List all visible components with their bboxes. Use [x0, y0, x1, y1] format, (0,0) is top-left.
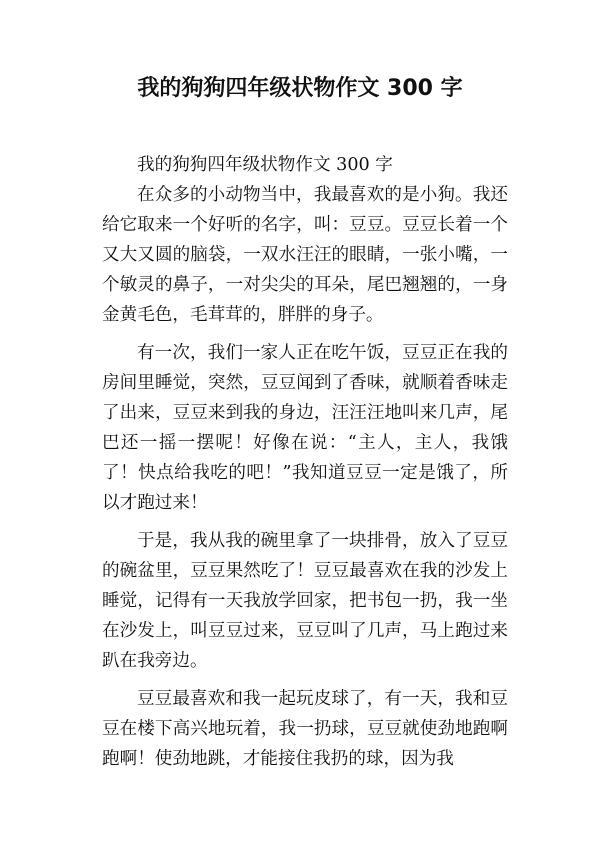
body-paragraph: 在众多的小动物当中，我最喜欢的是小狗。我还给它取来一个好听的名字，叫：豆豆。豆豆长着一个又大又圆的脑袋，一双水汪汪的眼睛，一张小嘴，一个敏灵的鼻子，一对尖尖的耳朵，尾巴翘翘的，一身金黄毛色，毛茸茸的，胖胖的身子。 [102, 185, 508, 325]
document-title: 我的狗狗四年级状物作文 300 字 [137, 76, 463, 101]
body-paragraph: 有一次，我们一家人正在吃午饭，豆豆正在我的房间里睡觉，突然，豆豆闻到了香味，就顺着香味走了出来，豆豆来到我的身边，汪汪汪地叫来几声，尾巴还一摇一摆呢！好像在说：“主人，主人，我饿了！快点给我吃的吧！”我知道豆豆一定是饿了，所以才跑过来！ [102, 343, 508, 513]
body-paragraph: 于是，我从我的碗里拿了一块排骨，放入了豆豆的碗盆里，豆豆果然吃了！豆豆最喜欢在我的沙发上睡觉，记得有一天我放学回家，把书包一扔，我一坐在沙发上，叫豆豆过来，豆豆叫了几声，马上跑过来趴在我旁边。 [102, 531, 508, 671]
document-body [102, 150, 508, 782]
body-paragraph: 豆豆最喜欢和我一起玩皮球了，有一天，我和豆豆在楼下高兴地玩着，我一扔球，豆豆就使劲地跑啊跑啊！使劲地跳，才能接住我扔的球，因为我 [102, 689, 508, 769]
subtitle-paragraph: 我的狗狗四年级状物作文 300 字 [137, 155, 393, 175]
